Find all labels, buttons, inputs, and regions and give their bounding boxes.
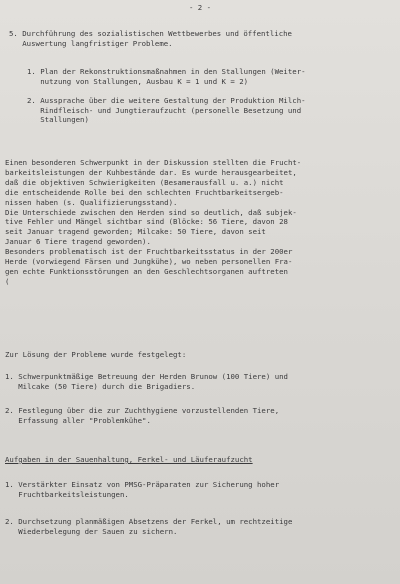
- subitem-5-1-line: 1. Plan der Rekonstruktionsmaßnahmen in den Stallungen (Weiter-: [27, 67, 306, 76]
- loesung-item-line: Erfassung aller "Problemkühe".: [5, 415, 151, 425]
- loesung-item-line: 1. Schwerpunktmäßige Betreuung der Herden Brunow (100 Tiere) und: [5, 372, 288, 381]
- aufgaben-item-line: 2. Durchsetzung planmäßigen Absetzens der Ferkel, um rechtzeitige: [5, 517, 293, 526]
- paragraph-line: (: [5, 276, 10, 286]
- paragraph-line: Herde (vorwiegend Färsen und Jungkühe), wo neben personellen Fra-: [5, 257, 293, 267]
- paragraph-line: gen echte Funktionsstörungen an den Geschlechtsorganen auftreten: [5, 266, 288, 276]
- aufgaben-item-line: 1. Verstärkter Einsatz von PMSG-Präparaten zur Sicherung hoher: [5, 480, 280, 489]
- paragraph-line: die entscheidende Rolle bei den schlechten Fruchtbarkeitsergeb-: [5, 187, 284, 197]
- discussion-paragraph: [5, 158, 400, 287]
- loesung-item-line: Milcake (50 Tiere) durch die Brigadiers.: [5, 381, 196, 391]
- paragraph-line: seit Januar tragend geworden; Milcake: 50 Tiere, davon seit: [5, 227, 266, 237]
- subitem-5-2-line: Rindfleisch- und Jungtieraufzucht (personelle Besetzung und: [27, 105, 302, 115]
- aufgaben-item-line: Wiederbelegung der Sauen zu sichern.: [5, 526, 178, 536]
- paragraph-line: Besonders problematisch ist der Fruchtbarkeitsstatus in der 200er: [5, 247, 293, 257]
- paragraph-line: tive Fehler und Mängel sichtbar sind (Blöcke: 56 Tiere, davon 28: [5, 217, 288, 227]
- aufgaben-item-line: Fruchtbarkeitsleistungen.: [5, 489, 129, 499]
- paragraph-line: Die Unterschiede zwischen den Herden sind so deutlich, daß subjek-: [5, 207, 297, 217]
- subitem-5-1-line: nutzung von Stallungen, Ausbau K = 1 und K = 2): [27, 76, 249, 86]
- subitem-5-1: [27, 67, 400, 86]
- subitem-5-2: [27, 96, 400, 125]
- aufgaben-item-2: [5, 517, 400, 536]
- loesung-item-1: [5, 372, 400, 391]
- paragraph-line: Einen besonderen Schwerpunkt in der Diskussion stellten die Frucht-: [5, 158, 302, 167]
- loesung-section: [5, 350, 400, 360]
- aufgaben-item-1: [5, 480, 400, 499]
- section-item-5: [9, 29, 400, 48]
- loesung-item-line: 2. Festlegung über die zur Zuchthygiene vorzustellenden Tiere,: [5, 406, 280, 415]
- item-5-line: Auswertung langfristiger Probleme.: [9, 38, 173, 48]
- subitem-5-2-line: Stallungen): [27, 115, 89, 125]
- paragraph-line: daß die objektiven Schwierigkeiten (Besamerausfall u. a.) nicht: [5, 177, 284, 187]
- paragraph-line: Januar 6 Tiere tragend geworden).: [5, 237, 151, 247]
- item-5-line: 5. Durchführung des sozialistischen Wettbewerbes und öffentliche: [9, 29, 292, 38]
- aufgaben-heading: Aufgaben in der Sauenhaltung, Ferkel- und Läuferaufzucht: [5, 455, 253, 464]
- page-number: - 2 -: [188, 3, 212, 12]
- subitem-5-2-line: 2. Aussprache über die weitere Gestaltung der Produktion Milch-: [27, 96, 306, 105]
- loesung-heading: Zur Lösung der Probleme wurde festgelegt:: [5, 350, 187, 359]
- paragraph-line: barkeitsleistungen der Kuhbestände dar. Es wurde herausgearbeitet,: [5, 167, 297, 177]
- paragraph-line: nissen haben (s. Qualifizierungsstand).: [5, 197, 178, 207]
- loesung-item-2: [5, 406, 400, 425]
- aufgaben-section: [5, 455, 400, 465]
